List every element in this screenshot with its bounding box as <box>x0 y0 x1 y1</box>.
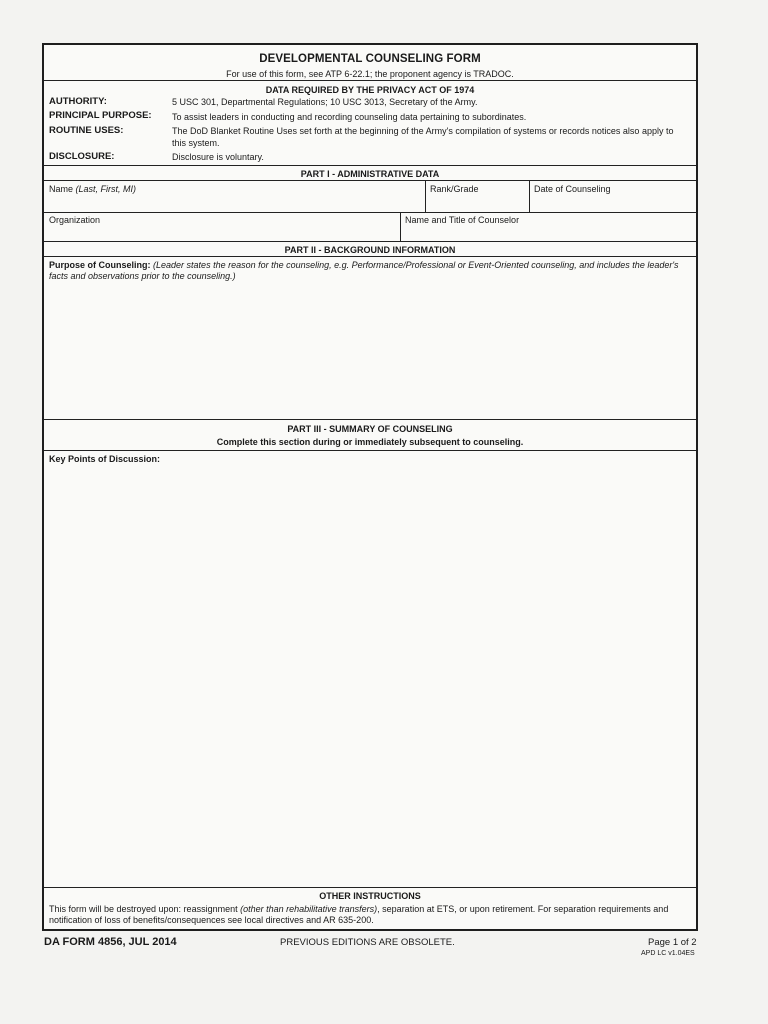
other-instructions-heading: OTHER INSTRUCTIONS <box>319 891 421 901</box>
privacy-heading: DATA REQUIRED BY THE PRIVACY ACT OF 1974 <box>265 85 475 95</box>
authority-label: AUTHORITY: <box>49 96 107 107</box>
organization-field[interactable]: Organization <box>49 215 101 225</box>
principal-purpose-text: To assist leaders in conducting and recording counseling data pertaining to subordinates. <box>172 112 527 122</box>
purpose-label: Purpose of Counseling: <box>49 260 151 270</box>
instructions-part-b: (other than rehabilitative transfers) <box>240 904 378 914</box>
divider <box>44 80 696 81</box>
name-hint: (Last, First, MI) <box>75 184 137 194</box>
part2-heading: PART II - BACKGROUND INFORMATION <box>284 245 456 255</box>
divider <box>400 212 401 241</box>
instructions-part-a: This form will be destroyed upon: reassignment <box>49 904 241 914</box>
divider <box>44 256 696 257</box>
disclosure-text: Disclosure is voluntary. <box>172 152 264 162</box>
divider <box>44 180 696 181</box>
divider <box>529 180 530 212</box>
counselor-field[interactable]: Name and Title of Counselor <box>405 215 520 225</box>
routine-uses-text: The DoD Blanket Routine Uses set forth at the beginning of the Army's compilation of systems or records notices also apply to this system. <box>172 126 674 148</box>
divider <box>425 180 426 212</box>
divider <box>44 241 696 242</box>
divider <box>44 165 696 166</box>
divider <box>44 450 696 451</box>
divider <box>44 887 696 888</box>
obsolete-notice: PREVIOUS EDITIONS ARE OBSOLETE. <box>280 937 455 948</box>
divider <box>44 419 696 420</box>
part3-heading: PART III - SUMMARY OF COUNSELING <box>287 424 453 434</box>
purpose-hint: (Leader states the reason for the counseling, e.g. Performance/Professional or Event-Oriented counseling, and includes the leader's facts and observations prior to the counseling.) <box>49 260 679 281</box>
part3-subheading: Complete this section during or immediately subsequent to counseling. <box>216 437 524 447</box>
form-number: DA FORM 4856, JUL 2014 <box>44 936 177 948</box>
routine-uses-label: ROUTINE USES: <box>49 125 124 136</box>
page-number: Page 1 of 2 <box>648 937 697 948</box>
version-label: APD LC v1.04ES <box>641 950 695 957</box>
date-of-counseling-field[interactable]: Date of Counseling <box>534 184 611 194</box>
name-field-label[interactable] <box>49 184 136 194</box>
purpose-of-counseling-field[interactable] <box>49 260 694 281</box>
rank-grade-field[interactable]: Rank/Grade <box>430 184 479 194</box>
key-points-field[interactable]: Key Points of Discussion: <box>49 454 161 464</box>
counseling-form <box>42 43 698 931</box>
name-label: Name <box>49 184 74 194</box>
principal-purpose-label: PRINCIPAL PURPOSE: <box>49 110 152 121</box>
disclosure-label: DISCLOSURE: <box>49 151 115 162</box>
part1-heading: PART I - ADMINISTRATIVE DATA <box>300 169 440 179</box>
form-title: DEVELOPMENTAL COUNSELING FORM <box>259 53 481 65</box>
authority-text: 5 USC 301, Departmental Regulations; 10 USC 3013, Secretary of the Army. <box>172 97 478 107</box>
divider <box>44 212 696 213</box>
instructions-part-c: , separation at ETS, or upon retirement. For separation requirements and notification of loss of benefits/consequences see local directives and AR 635-200. <box>49 904 669 925</box>
form-subtitle: For use of this form, see ATP 6-22.1; the proponent agency is TRADOC. <box>226 69 514 79</box>
other-instructions-text <box>49 904 697 926</box>
